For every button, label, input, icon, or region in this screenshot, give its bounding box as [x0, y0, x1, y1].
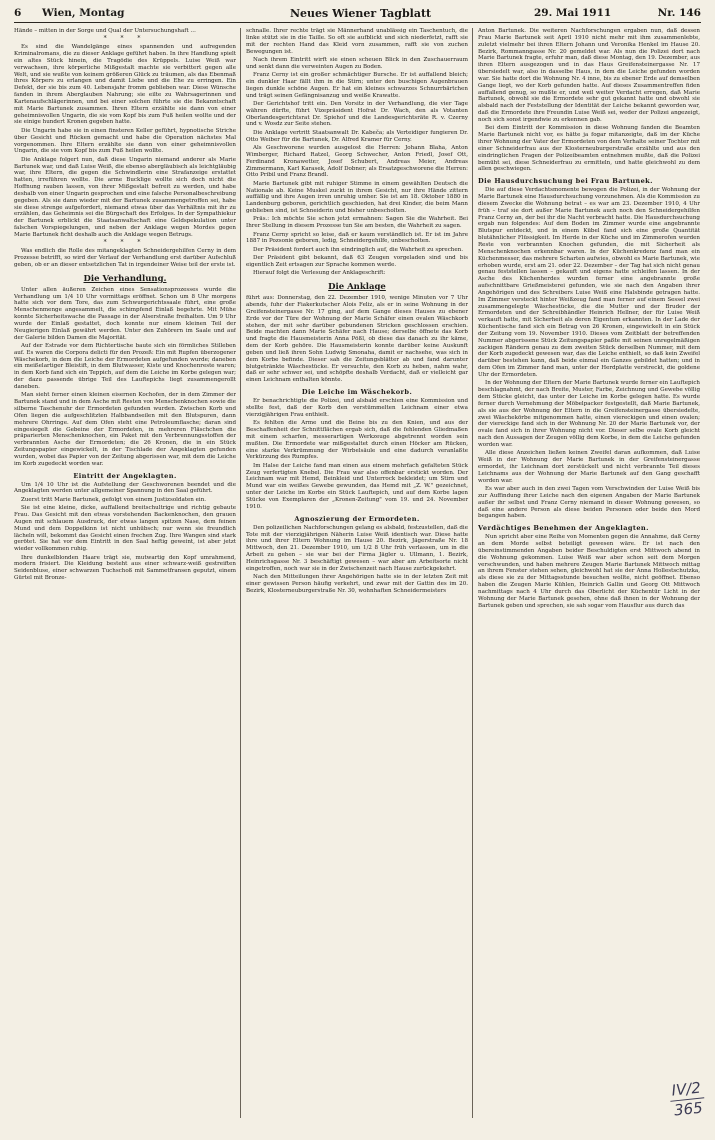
paragraph: Franz Cerny ist ein großer schmächtiger Bursche. Er ist auffallend bleich; ein dunkler Haar fällt ihm in die Stirn; unter den buschigen Augenbrauen liegen dunkle schöne Augen. Er hat ein kleines schwarzes Schnurrbärtchen und trägt seinen Gefängnisanzug und weiße Krawatte. — [246, 72, 468, 99]
paragraph: Nun spricht aber eine Reihe von Momenten gegen die Annahme, daß Cerny an dem Morde selbst beteiligt gewesen wäre. Er ist nach den übereinstimmenden Angaben beider Beschuldigten erst Mittwoch abend in die Wohnung gekommen. Luise Weiß war aber schon seit dem Morgen verschwunden, und haben mehrere Zeugen Marie Bartunek Mittwoch mittag an ihrem Fenster stehen sehen, gleichwohl hat sie der Anna Hollestschutzka, als diese sie zu der Mittagsstunde besuchen wollte, nicht geöffnet. Ebenso haben die Zeugen Marie Kühlen, Heinrich Gallin und Georg Ott Mittwoch nachmittags nach 4 Uhr durch das Oberlicht der Küchentür Licht in der Wohnung der Marie Bartunek gesehen, ohne daß ihnen in der Wohnung der Bartunek geben und sprechen, sie sah sogar vom Hausflur aus durch das — [478, 534, 700, 609]
heading-leiche: Die Leiche im Wäschekorb. — [301, 388, 413, 397]
stamp-bottom: 365 — [673, 1098, 704, 1120]
stamp-top: IV/2 — [670, 1078, 702, 1100]
page-header — [14, 6, 701, 23]
paragraph: Zuerst tritt Marie Bartunek, gefolgt von einem Justizsoldaten ein. — [21, 496, 207, 503]
paragraph: Nach ihrem Eintritt wirft sie einen scheuen Blick in den Zuschauerraum und senkt dann die verweinten Augen zu Boden. — [246, 56, 468, 70]
paragraph: Die Anklage folgert nun, daß diese Ungarin niemand anderer als Marie Bartunek war, und daß Luise Weiß, die ebenso abergläubisch als leichtgläubig war, ihre Eltern, die gegen die Schwindlerin eine Strafanzeige erstattet hatten, irreführen wollte. Die arme Bucklige wollte sich doch nicht die Hoffnung rauben lassen, von ihrer Mißgestalt befreit zu werden, und habe deshalb von einer Ungarin gesprochen und eine falsche Personalbeschreibung gegeben. Als sie dann wieder mit der Bartunek zusammengetroffen sei, habe sie diese strenge aufgefordert, niemand etwas über das Verhältnis mit ihr zu erzählen, das Geheimnis sei die Bürgschaft des Erfolges. In der Sympathiekur der Bartunek erblickt die Staatsanwaltschaft eine Geldspekulation unter falschen Vorspiegelungen, und neben der Anklage wegen Mordes gegen Marie Bartunek ficht deshalb auch die Anklage wegen Betrugs. — [14, 156, 236, 238]
page-number: 6 — [14, 7, 22, 19]
paragraph: führt aus: Donnerstag, den 22. Dezember 1910, wenige Minuten vor 7 Uhr abends, fuhr der Fiakerkutscher Alois Feliz, als er in seine Wohnung in der Greifensteinergasse Nr. 17 ging, auf dem Gange dieses Hauses zu ebener Erde vor der Türe der Wohnung der Marie Schäfer einen ovalen Wäschkorb stehen, der mit sehr darüber gebundenen Stricken geschlossen erschien. Beide machten dann Marie Schäfer nach Hause; derselbe öffnete das Korb und fragte die Hausmeisterin Anna Pößl, ob diese das danach zu ihr käme, dem der Korb gehöre. Die Hausmeisterin konnte darüber keine Auskunft geben und ließ ihren Sohn Ludwig Smonaha, damit er nachsehe, was sich in dem Korbe befinde. Dieser sah die Zeitungsblätter ab und fand darunter blutgetränkte Wäschestücke. Er versuchte, den Korb zu heben, nahm wahr, daß er sehr schwer sei, und schöpfte deshalb Verdacht, daß er vielleicht gar einen Leichnam enthalten könnte. — [246, 295, 468, 384]
archive-stamp — [665, 1078, 710, 1134]
newspaper-title: Neues Wiener Tagblatt — [290, 7, 432, 20]
paragraph: Er benachrichtigte die Polizei, und alsbald erschien eine Kommission und stellte fest, daß der Korb den verstümmelten Leichnam einer etwa vierzigjährigen Frau enthielt. — [246, 398, 468, 418]
paragraph: Unter allen äußeren Zeichen eines Sensationsprozesses wurde die Verhandlung um 1/4 10 Uhr vormittags eröffnet. Schon um 8 Uhr morgens hatte sich vor dem Tore, das zum Schwurgerichtssaale führt, eine große Menschenmenge angesammelt, die schimpfend Einlaß begehrte. Mit Mühe konnte Sicherheitswache die Passage in der Alserstraße freihalten. Um 9 Uhr wurde der Einlaß gestattet, doch konnte nur einem kleinen Teil der Neugierigen Einlaß gewährt werden. Unter den Zuhörern im Saale und auf der Galerie bilden Damen die Majorität. — [14, 286, 236, 341]
paragraph: Alle diese Anzeichen ließen keinen Zweifel daran aufkommen, daß Luise Weiß in der Wohnung der Marie Bartunek in der Greifensteinergasse ermordet, ihr Leichnam dort zerstückelt und nicht verbrannte Teil dieses Leichnams aus der Wohnung der Marie Bartunek auf den Gang geschafft worden war. — [478, 450, 700, 484]
column-2 — [246, 28, 468, 1116]
paragraph: Auf der Estrade vor dem Richtertische baute sich ein förmliches Stilleben auf. Es waren die Corpora delicti für den Prozeß: Ein mit Rupfen überzogener Wäschekorb, in dem die Leiche der Ermordeten aufgefunden wurde; daneben ein meißelartiger Bleistift, in dem Blutwasser, Kiste und Knochenreste waren; in dem Korb fand sich ein Teppich, auf dem die Leiche im Korbe gelegen war; der dazu passende übrige Teil des Lauftepichs liegt zusammengerollt daneben. — [14, 342, 236, 390]
heading-eintritt: Eintritt der Angeklagten. — [73, 471, 177, 480]
paragraph: Der Präsident fordert auch ihn eindringlich auf, die Wahrheit zu sprechen. — [253, 246, 463, 253]
issue-date: 29. Mai 1911 — [534, 7, 612, 19]
column-rule-2 — [472, 28, 473, 1118]
paragraph: Hierauf folgt die Verlesung der Anklageschrift: — [253, 270, 386, 277]
paragraph: Es sind die Wandelgänge eines spannenden und aufregenden Kriminalromans, die zu dieser Anklage geführt haben. In ihre Handlung spielt ein altes Stück hinein, die Tragödie des Krüppels. Luise Weiß war verwachsen, ihre körperliche Mißgestalt machte sie verbittert gegen alle Welt, und sie wußte von keinem größeren Glück zu träumen, als das Ebenmaß ihres Körpers zu erlangen und damit Liebe und die Ehe zu erringen. Ein Defekt, der sie bis zum 40. Lebensjahr fromm geblieben war. Diese Wünsche fanden in ihrem Aberglauben Nahrung; sie eilte zu Wahrsagerinnen und Kartenaufschlägerinnen, und bei einer solchen führte sie die Bekanntschaft mit Marie Bartunek zusammen. Ihren Eltern erzählte sie dann von einer geheimnisvollen Ungarin, die sie vom Kopf bis zum Fuß heilen wollte und der sie einige hundert Kronen gegeben hatte. — [14, 44, 236, 126]
paragraph: Man sieht ferner einen kleinen eisernen Kochofen, der in dem Zimmer der Bartunek stand und in dem Asche mit Resten von Menschenknochen sowie die silberne Taschenuhr der Ermordeten gefunden wurden. Zwischen Korb und Ofen liegen die aufgeschlitzten Halbbandseilen mit den Blutspuren, dann mehrere Ohrringe. Auf dem Ofen steht eine Petroleumflasche; daran sind eingesiegelt die Gebeine der Ermordeten, in mehreren Fläschchen die präparierten Menschenknochen, ein Paket mit den Verbrennungsstoffen der verbrannten Asche der Ermordeten; die 26 Kronen, die in ein Stück Zeitungspapier eingewickelt, in der Tischlade der Angeklagten gefunden wurden, wobei das Papier von der Zeitung abgerissen war, mit dem die Leiche im Korb zugedeckt worden war. — [14, 392, 236, 467]
paragraph: Der Gerichtshof tritt ein. Den Vorsitz in der Verhandlung, die vier Tage währen dürfte, führt Vizepräsident Hofrat Dr. Wach, den als Votanten Oberlandesgerichtsrat Dr. Spiehof und die Landesgerichtsräte R. v. Czerny und v. Wosdz zur Seite stehen. — [246, 100, 468, 128]
section-stars: * * * — [103, 35, 147, 43]
paragraph: In der Wohnung der Eltern der Marie Bartunek wurde ferner ein Lauftepich beschlagnahmt, der nach Breite, Muster, Farbe, Zeichnung und Gewebe völlig dem Stücke gleicht, das unter der Leiche im Korbe gelegen hatte. Es wurde ferner durch Vernehmung der Möbelpacker festgestellt, daß Marie Bartunek, als sie aus der Wohnung der Eltern in die Greifensteinergasse übersiedelte, zwei Wäschekörbe mitgenommen hatte, einen viereckigen und einen ovalen; der viereckige fand sich in der Wohnung Nr. 20 der Marie Bartunek vor, der ovale fand sich in ihrer Wohnung nicht vor. Dieser selbe ovale Korb gleicht nach den Aussagen der Zeugen völlig dem Korbe, in dem die Leiche gefunden worden war. — [478, 380, 700, 448]
heading-durchsuchung: Die Hausdurchsuchung bei Frau Bartunek. — [478, 177, 653, 186]
paragraph: Als Geschworene wurden ausgelost die Herren: Johann Blaha, Anton Wimberger, Richard Ratzel, Georg Schwecher, Anton Friedl, Josef Ott, Ferdinand Kronawetter, Josef Schubert, Andreas Meier, Andreas Zimmermann, Karl Karasek, Adolf Dobner; als Ersatzgeschworene die Herren: Otto Pribil und Franz Brandl. — [246, 145, 468, 179]
paragraph: Im Halse der Leiche fand man einen aus einem mehrfach gefalteten Stück Zeug verfertigten Knebel. Die Frau war also offenbar erstickt worden. Der Leichnam war mit Hemd, Beinkleid und Unterrock bekleidet; um Stirn und Mund war ein weißes Gewebe gewunden, das Hemd mit „Z. W." gezeichnet, unter der Leiche im Korbe ein Stück Lauftepich, und auf dem Korbe lagen Stücke von Exemplaren der „Kronen-Zeitung" vom 19. und 24. November 1910. — [246, 462, 468, 510]
paragraph: Es war aber auch in den zwei Tagen vom Verschwinden der Luise Weiß bis zur Auffindung ihrer Leiche nach den eigenen Angaben der Marie Bartunek außer ihr selbst und Franz Cerny niemand in dieser Wohnung gewesen, so daß eine andere Person als diese beiden Personen oder beide den Mord begangen haben. — [478, 486, 700, 520]
paragraph: Die Ungarin habe sie in einen finsteren Keller geführt, hypnotische Striche über Gesicht und Rücken gemacht und habe die Operation nächstes Mal vorgenommen. Ihre Eltern erzählte sie dann von einer geheimnisvollen Ungarin, die sie vom Kopf bis zum Fuß heilen wollte. — [14, 127, 236, 155]
paragraph: Was endlich die Rolle des mitangeklagten Schneidergehilfen Cerny in dem Prozesse betrifft, so wird der Verlauf der Verhandlung erst darüber Aufschluß geben, ob er an dieser entsetzlichen Tat in irgendeiner Weise teil der erste ist. — [14, 248, 236, 268]
paragraph: Die Anklage vertritt Staatsanwalt Dr. Kabeča; als Verteidiger fungieren Dr. Otto Weiber für die Bartunek, Dr. Alfred Kramer für Cerny. — [246, 129, 468, 143]
heading-agnoszierung: Agnoszierung der Ermordeten. — [294, 514, 420, 523]
paragraph: Den polizeilichen Nachforschungen gelang es alsbald, festzustellen, daß die Tote mit der vierzigjährigen Näherin Luise Weiß identisch war. Diese hatte ihre und ihrer Eltern Wohnung im Hause 20. Bezirk, Jägerstraße Nr. 18 Mittwoch, den 21. Dezember 1910, um 1/2 8 Uhr früh verlassen, um in die Arbeit zu gehen – sie war bei der Firma Jägler u. Ullmann, 1. Bezirk, Heinrichsgasse Nr. 3 beschäftigt gewesen – war aber am Arbeitsorte nicht eingetroffen, noch war sie in der Zwischenzeit nach Hause zurückgekehrt. — [246, 524, 468, 572]
section-stars: * * * — [103, 239, 147, 247]
paragraph: Ihre dunkelblonden Haare trägt sie, mutwartig den Kopf umrahmend, modern frisiert. Die Kleidung besteht aus einer schwarz-weiß gestreiften Seidenbluse, einer schwarzen Tuchschoß mit Sammetfransen geputzt, einem Gürtel mit Bronze- — [14, 554, 236, 582]
paragraph: Bei dem Eintritt der Kommission in diese Wohnung fanden die Beamten Marie Bartunek nicht vor, es hätte ja fogar mitanzeigte, daß im der Küche ihrer Wohnung der Vater der Ermordeten von dem Verhalte seiner Tochter mit einer Schneiderfrau aus der Klosterneuburgerstraße erzählte und aus den eindringlichen Fragen der Polizeibeamten entnehmen mußte, daß die Polizei bemüht sei, diese Schneiderfrau zu ermitteln, und hatte gleichwohl zu dem allen geschwiegen. — [478, 125, 700, 173]
paragraph: Die auf diese Verdachtsmomente bewogen die Polizei, in der Wohnung der Marie Bartunek eine Hausdurchsuchung vorzunehmen. Als die Kommission zu diesem Zwecke die Wohnung betrat – es war am 23. Dezember 1910, 4 Uhr früh – traf sie dort außer Marie Bartunek auch noch den Schneidergehilfen Franz Cerny an, der bei ihr die Nacht verbracht hatte. Die Hausdurchsuchung ergab nun folgendes: Auf dem Boden im Zimmer wurde eine angebrannte Blutspur entdeckt, und in einem Kübel fand sich eine große Quantität blutähnlicher Flüssigkeit. Im Herde in der Küche und im Zimmerofen wurden Reste von verbrannten Knochen gefunden, die mit Sicherheit als Menschenknochen erkennbar waren. In der Küchenkredenz fand man ein Küchenmesser, das mehrere Scharten aufwies, obwohl es Marie Bartunek, wie erhoben wurde, erst am 21. oder 22. Dezember – der Tag hat sich nicht genau genau feststellen lassen – gekauft und eigens hatte schleifen lassen. In der Asche des Küchenherdes wurden ferner eine angebrannte große aufschnittbare Grießmeisterei gefunden, wie sie nach den Angaben ihrer Angehörigen und des Schreibers Luise Weiß eine Halsbinde getragen hatte. Im Zimmer versteckt hinter Weißzeug fand man ferner auf einem Sessel zwei zusammengelegte Wäschestücke, die die Mutter und der Bruder der Ermordeten und der Schreibhändler Heinrich Hellner, der für Luise Weiß verkauft hatte, mit Sicherheit als deren Eigentum erkannten. In der Lade der Küchentische fand sich ein Betrag von 26 Kronen, eingewickelt in ein Stück der Zeitung vom 19. November 1910. Dieses vom Zeitblatt der betreffenden Nummer abgerissene Stück Zeitungspapier paßte mit seinen unregelmäßigen zackigen Rändern genau zu dem zweiten Stück derselben Nummer, mit dem der Korb zugedeckt gewesen war, das die Leiche enthielt, so daß kein Zweifel darüber bestehen kann, daß beide einmal ein Ganzes gebildet hatten; und in dem Ofen im Zimmer fand man, unter der Herdplatte verstreckt, die goldene Uhr der Ermordeten. — [478, 187, 700, 378]
paragraph: Marie Bartunek gibt mit ruhiger Stimme in einem gewählten Deutsch die Nationale ab. Keine Muskel zuckt in ihrem Gesicht, nur ihre Hände zittern auffällig und ihre Augen irren unruhig umher. Sie ist am 18. Oktober 1880 in Landenburg geboren, gerichtlich geschieden, hat drei Kinder, die beim Mann geblieben sind, ist Schneiderin und bisher unbescholten. — [246, 180, 468, 215]
column-1 — [14, 28, 236, 1116]
weekday-line: Wien, Montag — [42, 7, 125, 19]
heading-verdaechtig: Verdächtiges Benehmen der Angeklagten. — [478, 524, 649, 533]
paragraph: Der Präsident gibt bekannt, daß 63 Zeugen vorgeladen sind und bis eigentlich Zeit ertsagen zur Sprache kommen werde. — [246, 255, 468, 268]
heading-verhandlung: Die Verhandlung. — [83, 273, 167, 284]
paragraph: Nach den Mitteilungen ihrer Angehörigen hatte sie in der letzten Zeit mit einer gewissen Person häufig verkehrt, und zwar mit der Gattin des im 20. Bezirk, Klosterneuburgerstraße Nr. 30, wohnhaften Schneidermeisters — [246, 574, 468, 594]
paragraph: Hände – mitten in der Sorge und Qual der Untersuchungshaft … — [14, 28, 196, 34]
paragraph: Um 1/4 10 Uhr ist die Aufstellung der Geschworenen beendet und die Angeklagten werden unter allgemeiner Spannung in den Saal geführt. — [14, 481, 236, 495]
paragraph: Präs.: Ich möchte Sie schon jetzt ermahnen: Sagen Sie die Wahrheit. Bei Ihrer Stellung in diesem Prozesse tun Sie am besten, die Wahrheit zu sagen. — [246, 216, 468, 230]
heading-anklage: Die Anklage — [328, 282, 386, 293]
paragraph: Anton Bartunek. Die weiteren Nachforschungen ergaben nun, daß dessen Frau Marie Bartunek seit April 1910 nicht mehr mit ihm zusammenlebte, zuletzt vielmehr bei ihren Eltern Johann und Veronika Henkel im Hause 20. Bezirk, Rommanngasse Nr. 20 gemeldet war. Als nun die Polizei dort nach Marie Bartunek fragte, erfuhr man, daß diese Montag, den 19. Dezember, aus ihren Eltern ausgezogen und in das Haus Greifensteinergasse Nr. 17 übersiedelt war, also in dasselbe Haus, in dem die Leiche gefunden worden war. Sie hatte dort die Wohnung Nr. 4 inne, bis zu ebener Erde auf demselben Gange liegt, wo der Korb gefunden hatte. Auf dieses Zusammentreffen fiden auffallend genug, so mußte er, und weil weiter Verdacht erregen, daß Marie Bartunek, obwohl sie die Ermordete sehr gut gekannt hatte und obwohl sie alsbald nach der Feststellung der Identität der Leiche bekannt geworden war, daß die Ermordete ihre Freundin Luise Weiß sei, weder der Polizei angezeigt, noch sich sonst irgendwie zu erkennen gab. — [478, 28, 700, 123]
paragraph: Sie ist eine kleine, dicke, auffallend breitschultrige und richtig gebaute Frau. Das Gesicht mit den etwas vorstehenden Backenknochen, den grauen Augen mit schlauem Ausdruck, der etwas langen spitzen Nase, dem feinen Mund und dem Doppelkinn ist nicht unhübsch; nur wenn sie freundlich lächeln will, bekommt das Gesicht einen frechen Zug. Ihre Wangen sind stark gerötet. Sie hat vor dem Eintritt in den Saal heftig geweint, ist aber jetzt wieder vollkommen ruhig. — [14, 505, 236, 553]
paragraph: schnalle. Ihrer rechte trägt sie Männerhand unablässig ein Taschentuch, die linke stützt sie in die Taille. So oft sie aufblickt und sich niederfetzt, rafft sie mit der rechten Hand das Kleid vorn zusammen, rafft sie von zuchen Bewegungen ist. — [246, 28, 468, 55]
column-rule-1 — [240, 28, 241, 1118]
paragraph: Franz Cerny spricht so leise, daß er kaum verständlich ist. Er ist im Jahre 1887 in Pozsonie geboren, ledig, Schneidergehilfe, unbescholten. — [246, 231, 468, 245]
paragraph: Es fehlten die Arme und die Beine bis zu den Knien, und aus der Beschaffenheit der Schnittflächen ergab sich, daß die fehlenden Gliedmaßen mit einem scharfen, messerartigen Werkzeuge abgetrennt worden sein mußten. Die Ermordete war mißgestaltet durch einen Höcker am Rücken, eine starke Verkrümmung der Wirbelsäule und eine dadurch veranlaßte Verkürzung des Rumpfes. — [246, 420, 468, 461]
column-3 — [478, 28, 700, 1116]
issue-number: Nr. 146 — [657, 7, 701, 19]
